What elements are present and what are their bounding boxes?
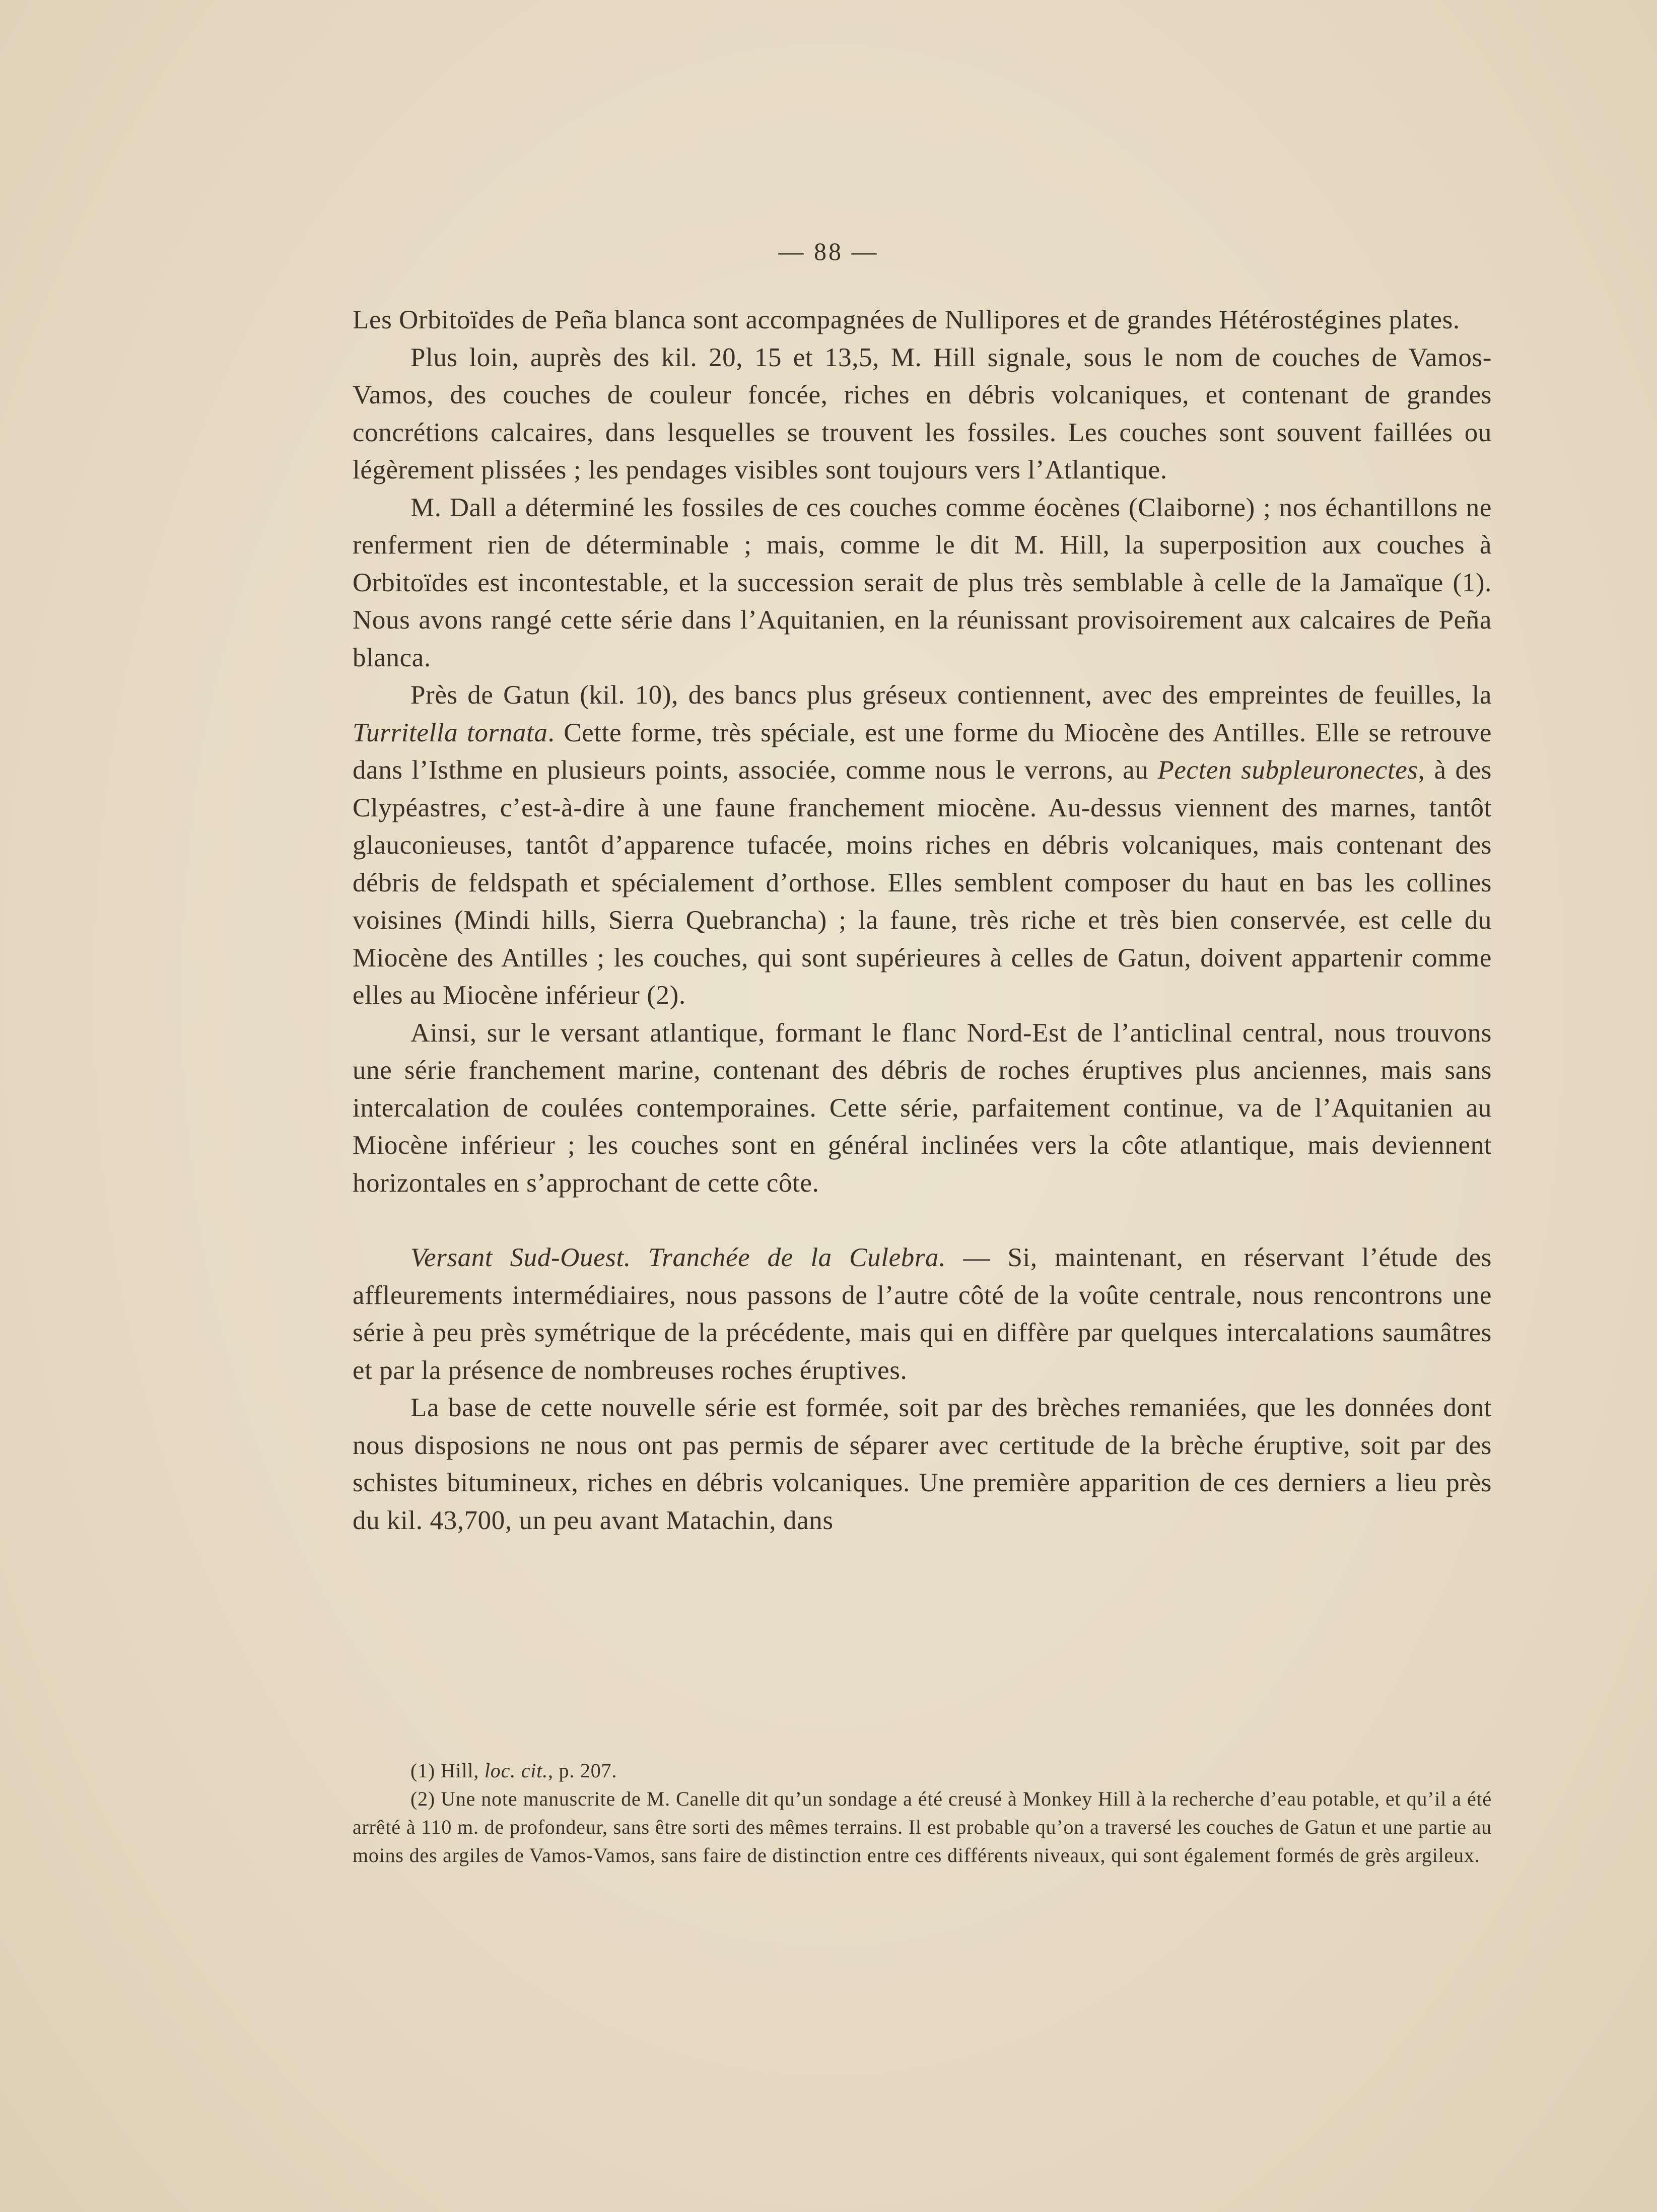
footnote-1 [353, 1757, 1492, 1785]
footnote-1-citation: loc. cit. [484, 1759, 548, 1782]
paragraph-6-text: — Si, maintenant, en réservant l’étude des affleurements intermédiaires, nous passons de l’autre côté de la voûte centrale, nous rencontrons une série à peu près symétrique de la précédente, mais qui en diffère par quelques intercalations saumâtres et par la présence de nombreuses roches éruptives. [353, 1243, 1492, 1385]
paragraph-4-text-c: . Cette forme, très spéciale, est une forme du Miocène des Antilles. Elle se retrouve dans l’Isthme en plusieurs points, associée, comme nous le verrons, au [353, 718, 1492, 785]
paragraph-7: La base de cette nouvelle série est formée, soit par des brèches remaniées, que les données dont nous disposions ne nous ont pas permis de séparer avec certitude de la brèche éruptive, soit par des schistes bitumineux, riches en débris volcaniques. Une première apparition de ces derniers a lieu près du kil. 43,700, un peu avant Matachin, dans [353, 1393, 1492, 1535]
footnote-1-text-a: (1) Hill, [410, 1759, 485, 1782]
footnotes [353, 1757, 1492, 1870]
paragraph-5: Ainsi, sur le versant atlantique, formant le flanc Nord-Est de l’anticlinal central, nous trouvons une série franchement marine, contenant des débris de roches éruptives plus anciennes, mais sans intercalation de coulées contemporaines. Cette série, parfaitement continue, va de l’Aquitanien au Miocène inférieur ; les couches sont en général inclinées vers la côte atlantique, mais deviennent horizontales en s’approchant de cette côte. [353, 1018, 1492, 1198]
body-text [353, 301, 1492, 1539]
species-name-pecten: Pecten subpleuronectes [1157, 755, 1418, 785]
page-number: — 88 — [778, 237, 879, 265]
footnote-1-text-c: , p. 207. [547, 1759, 617, 1782]
paragraph-2: Plus loin, auprès des kil. 20, 15 et 13,5, M. Hill signale, sous le nom de couches de Vamos-Vamos, des couches de couleur foncée, riches en débris volcaniques, et contenant de grandes concrétions calcaires, dans lesquelles se trouvent les fossiles. Les couches sont souvent faillées ou légèrement plissées ; les pendages visibles sont toujours vers l’Atlantique. [353, 342, 1492, 485]
paragraph-1: Les Orbitoïdes de Peña blanca sont accompagnées de Nullipores et de grandes Hétérostégines plates. [353, 305, 1460, 334]
paragraph-3: M. Dall a déterminé les fossiles de ces couches comme éocènes (Claiborne) ; nos échantillons ne renferment rien de déterminable ; mais, comme le dit M. Hill, la superposition aux couches à Orbitoïdes est incontestable, et la succession serait de plus très semblable à celle de la Jamaïque (1). Nous avons rangé cette série dans l’Aquitanien, en la réunissant provisoirement aux calcaires de Peña blanca. [353, 493, 1492, 672]
paragraph-6 [353, 1239, 1492, 1389]
species-name-turritella: Turritella tornata [353, 718, 548, 747]
section-heading: Versant Sud-Ouest. Tranchée de la Culebra. [410, 1243, 946, 1272]
footnote-2: (2) Une note manuscrite de M. Canelle dit qu’un sondage a été creusé à Monkey Hill à la recherche d’eau potable, et qu’il a été arrêté à 110 m. de profondeur, sans être sorti des mêmes terrains. Il est probable qu’on a traversé les couches de Gatun et une partie au moins des argiles de Vamos-Vamos, sans faire de distinction entre ces différents niveaux, qui sont également formés de grès argileux. [353, 1787, 1492, 1867]
paragraph-4-text-e: , à des Clypéastres, c’est-à-dire à une faune franchement miocène. Au-dessus viennent des marnes, tantôt glauconieuses, tantôt d’apparence tufacée, moins riches en débris volcaniques, mais contenant des débris de feldspath et spécialement d’orthose. Elles semblent composer du haut en bas les collines voisines (Mindi hills, Sierra Quebrancha) ; la faune, très riche et très bien conservée, est celle du Miocène des Antilles ; les couches, qui sont supérieures à celles de Gatun, doivent appartenir comme elles au Miocène inférieur (2). [353, 755, 1492, 1010]
paragraph-4-text-a: Près de Gatun (kil. 10), des bancs plus gréseux contiennent, avec des empreintes de feuilles, la [410, 680, 1492, 710]
paragraph-4 [353, 676, 1492, 1014]
